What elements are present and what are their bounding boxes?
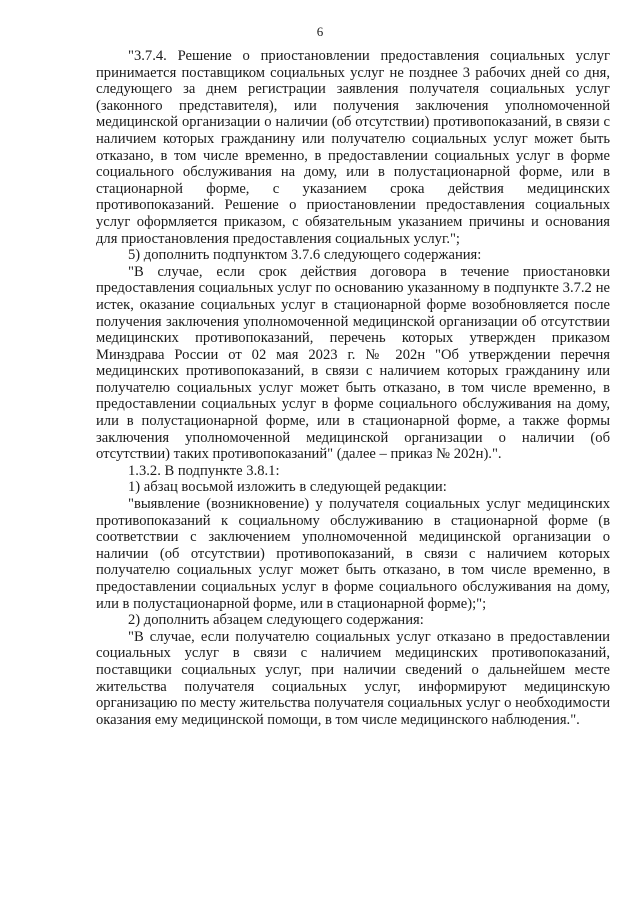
page-number: 6 (316, 24, 324, 39)
paragraph-new-abzac: "В случае, если получателю социальных услуг отказано в предоставлении социальных услуг в связи с наличием медицинских противопоказаний, поставщики социальных услуг, при наличии сведений о дальнейшем месте жительства получателя социальных услуг, информируют медицинскую организацию по месту жительства получателя социальных услуг о необходимости оказания ему медицинской помощи, в том числе медицинского наблюдения.". (96, 628, 610, 728)
document-body (96, 48, 610, 728)
paragraph-3-7-6-text: "В случае, если срок действия договора в течение приостановки предоставления социальных услуг по основанию указанному в подпункте 3.7.2 не истек, оказание социальных услуг в стационарной форме возобновляется после получения заключения уполномоченной медицинской организации об отсутствии медицинских противопоказаний, перечень которых утвержден приказом Минздрава России от 02 мая 2023 г. № 202н "Об утверждении перечня медицинских противопоказаний, в связи с наличием которых гражданину или получателю социальных услуг может быть отказано, в том числе временно, в предоставлении социальных услуг в форме социального обслуживания на дому, или в полустационарной форме, или в стационарной форме, а также формы заключения уполномоченной медицинской организации о наличии (об отсутствии) таких противопоказаний" (далее – приказ № 202н).". (96, 263, 610, 463)
paragraph-new-redaction: "выявление (возникновение) у получателя социальных услуг медицинских противопоказаний к социальному обслуживанию в стационарной форме (в соответствии с заключением уполномоченной медицинской организации о наличии (об отсутствии) противопоказаний, в связи с наличием которых получателю социальных услуг может быть отказано, в том числе временно, в предоставлении социальных услуг в форме социального обслуживания на дому, или в полустационарной форме, или в стационарной форме);"; (96, 496, 610, 612)
paragraph-item-5: 5) дополнить подпунктом 3.7.6 следующего содержания: (128, 247, 482, 264)
paragraph-3-7-4: "3.7.4. Решение о приостановлении предоставления социальных услуг принимается поставщиком социальных услуг не позднее 3 рабочих дней со дня, следующего за днем регистрации заявления получателя социальных услуг (законного представителя), или получения заключения уполномоченной медицинской организации о наличии (об отсутствии) противопоказаний, в связи с наличием которых гражданину или получателю социальных услуг может быть отказано, в том числе временно, в предоставлении социальных услуг в форме социального обслуживания на дому, или в полустационарной форме, или в стационарной форме, с указанием срока действия медицинских противопоказаний. Решение о приостановлении предоставления социальных услуг оформляется приказом, с обязательным указанием причины и основания для приостановления предоставления социальных услуг."; (96, 48, 610, 247)
paragraph-item-2: 2) дополнить абзацем следующего содержания: (128, 612, 424, 629)
paragraph-1-3-2: 1.3.2. В подпункте 3.8.1: (128, 462, 280, 479)
paragraph-item-1: 1) абзац восьмой изложить в следующей редакции: (128, 479, 447, 496)
